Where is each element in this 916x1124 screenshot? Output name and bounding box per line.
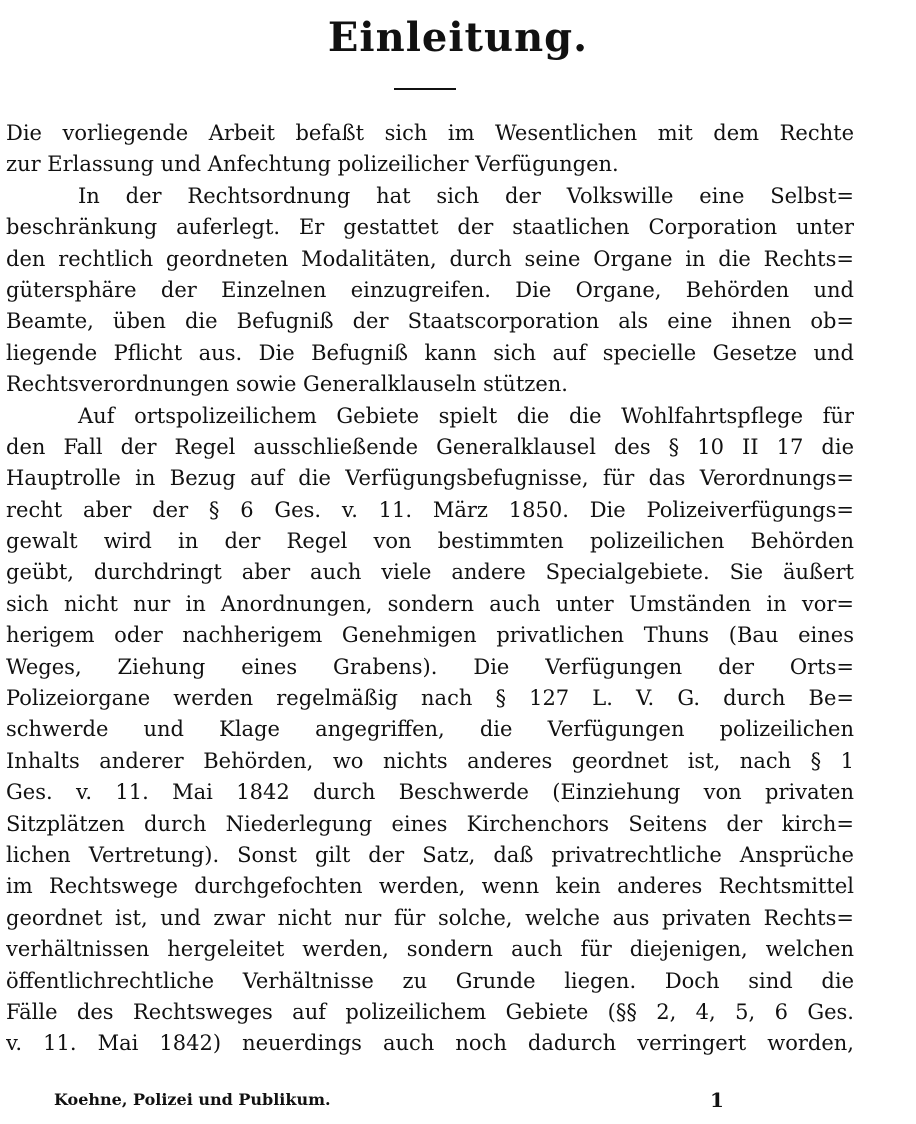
text-line: Beamte, üben die Befugniß der Staatscorporation als eine ihnen ob= — [6, 309, 854, 334]
title-rule — [394, 88, 456, 90]
text-line: lichen Vertretung). Sonst gilt der Satz, daß privatrechtliche Ansprüche — [6, 842, 854, 867]
text-line: Sitzplätzen durch Niederlegung eines Kirchenchors Seitens der kirch= — [6, 811, 854, 836]
text-line: verhältnissen hergeleitet werden, sondern auch für diejenigen, welchen — [6, 937, 854, 962]
text-line: schwerde und Klage angegriffen, die Verfügungen polizeilichen — [6, 717, 854, 742]
text-line: herigem oder nachherigem Genehmigen privatlichen Thuns (Bau eines — [6, 623, 854, 648]
text-line: öffentlichrechtliche Verhältnisse zu Grunde liegen. Doch sind die — [6, 968, 854, 993]
text-line: Rechtsverordnungen sowie Generalklauseln stützen. — [6, 372, 568, 397]
text-line: geübt, durchdringt aber auch viele andere Specialgebiete. Sie äußert — [6, 560, 854, 585]
text-line: gewalt wird in der Regel von bestimmten polizeilichen Behörden — [6, 529, 854, 554]
text-line: den rechtlich geordneten Modalitäten, durch seine Organe in die Rechts= — [6, 246, 854, 271]
text-line: Inhalts anderer Behörden, wo nichts anderes geordnet ist, nach § 1 — [6, 748, 854, 773]
text-line: Polizeiorgane werden regelmäßig nach § 127 L. V. G. durch Be= — [6, 686, 854, 711]
running-footer-title: Koehne, Polizei und Publikum. — [54, 1090, 331, 1109]
text-line: Auf ortspolizeilichem Gebiete spielt die die Wohlfahrtspflege für — [78, 403, 854, 428]
text-line: Fälle des Rechtsweges auf polizeilichem Gebiete (§§ 2, 4, 5, 6 Ges. — [6, 999, 854, 1024]
text-line: gütersphäre der Einzelnen einzugreifen. Die Organe, Behörden und — [6, 277, 854, 302]
text-line: v. 11. Mai 1842) neuerdings auch noch dadurch verringert worden, — [6, 1031, 854, 1056]
text-line: Hauptrolle in Bezug auf die Verfügungsbefugnisse, für das Verordnungs= — [6, 466, 854, 491]
page-number: 1 — [710, 1088, 724, 1112]
text-line: Die vorliegende Arbeit befaßt sich im Wesentlichen mit dem Rechte — [6, 121, 854, 145]
text-line: geordnet ist, und zwar nicht nur für solche, welche aus privaten Rechts= — [6, 905, 854, 930]
body-text — [6, 118, 854, 1060]
text-line: Ges. v. 11. Mai 1842 durch Beschwerde (Einziehung von privaten — [6, 780, 854, 805]
text-line: sich nicht nur in Anordnungen, sondern auch unter Umständen in vor= — [6, 591, 854, 616]
text-line: In der Rechtsordnung hat sich der Volkswille eine Selbst= — [78, 183, 854, 208]
text-line: zur Erlassung und Anfechtung polizeilicher Verfügungen. — [6, 152, 619, 177]
text-line: recht aber der § 6 Ges. v. 11. März 1850. Die Polizeiverfügungs= — [6, 497, 854, 522]
page-footer — [54, 1090, 734, 1114]
text-line: Weges, Ziehung eines Grabens). Die Verfügungen der Orts= — [6, 654, 854, 679]
text-line: den Fall der Regel ausschließende Generalklausel des § 10 II 17 die — [6, 434, 854, 459]
text-line: liegende Pflicht aus. Die Befugniß kann sich auf specielle Gesetze und — [6, 340, 854, 365]
text-line: beschränkung auferlegt. Er gestattet der staatlichen Corporation unter — [6, 215, 854, 240]
text-line: im Rechtswege durchgefochten werden, wenn kein anderes Rechtsmittel — [6, 874, 854, 899]
page-title: Einleitung. — [327, 14, 589, 61]
